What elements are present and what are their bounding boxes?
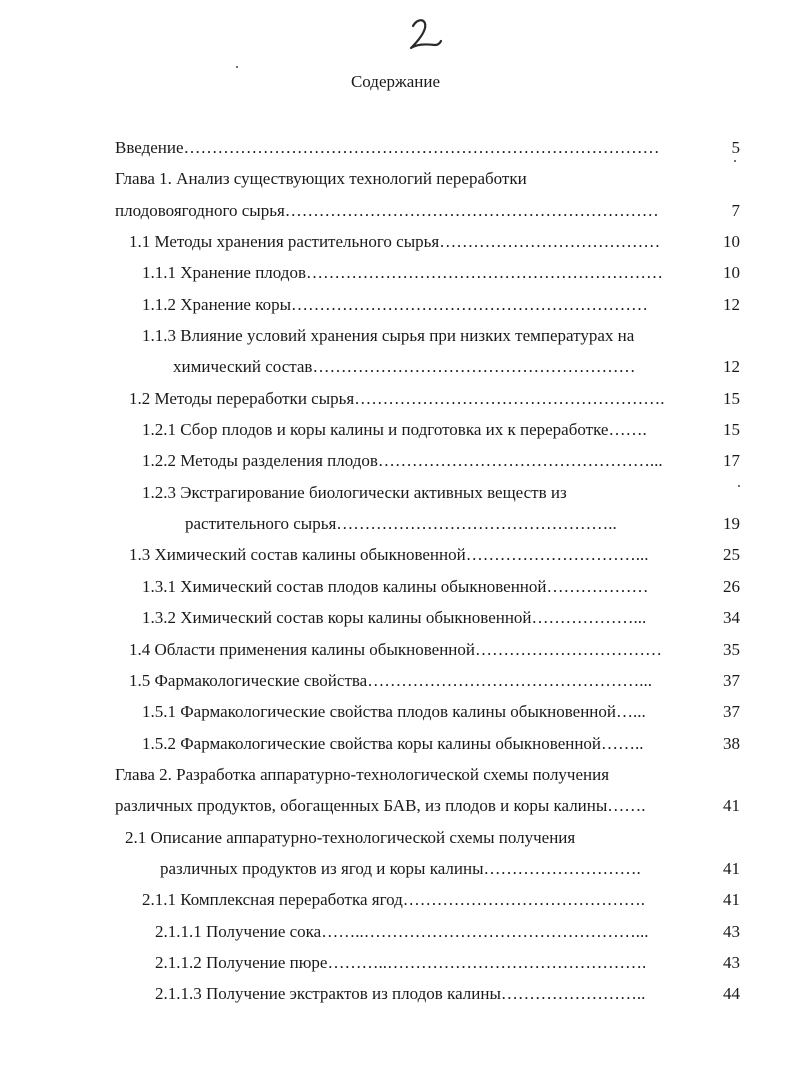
toc-row xyxy=(115,822,740,853)
toc-entry-text: Глава 1. Анализ существующих технологий переработки xyxy=(115,169,527,189)
toc-page-number: 41 xyxy=(723,858,740,878)
scan-speck xyxy=(236,66,238,68)
toc-row xyxy=(115,195,740,226)
toc-entry-text: 1.5.2 Фармакологические свойства коры калины обыкновенной…….. xyxy=(142,733,644,753)
toc-page-number: 12 xyxy=(723,294,740,314)
toc-page-number: 38 xyxy=(723,733,740,753)
scan-speck xyxy=(734,160,736,162)
toc-row xyxy=(115,790,740,821)
toc-page-number: 44 xyxy=(723,984,740,1004)
toc-page-number: 41 xyxy=(723,890,740,910)
table-of-contents xyxy=(115,132,740,1010)
toc-row xyxy=(115,916,740,947)
handwritten-page-number xyxy=(405,14,445,54)
toc-entry-text: Введение………………………………………………………………………… xyxy=(115,138,660,157)
toc-row xyxy=(115,853,740,884)
toc-entry-text: 1.2.2 Методы разделения плодов…………………………………………... xyxy=(142,451,663,471)
toc-row xyxy=(115,383,740,414)
toc-row xyxy=(115,571,740,602)
toc-row xyxy=(115,539,740,570)
toc-entry-text: 2.1.1.3 Получение экстрактов из плодов калины…………………….. xyxy=(155,984,646,1004)
toc-entry-text: Глава 2. Разработка аппаратурно-технологической схемы получения xyxy=(115,764,610,784)
toc-entry-text: 1.5 Фармакологические свойства…………………………………………... xyxy=(129,670,652,690)
toc-row xyxy=(115,728,740,759)
scan-speck xyxy=(738,485,740,487)
toc-row xyxy=(115,445,740,476)
toc-entry-text: 1.4 Области применения калины обыкновенной…………………………… xyxy=(129,639,663,659)
toc-page-number: 10 xyxy=(723,232,740,252)
toc-entry-text: 2.1 Описание аппаратурно-технологической схемы получения xyxy=(125,827,576,847)
toc-row xyxy=(115,602,740,633)
toc-row xyxy=(115,759,740,790)
toc-page-number: 34 xyxy=(723,608,740,628)
toc-row xyxy=(115,414,740,445)
toc-entry-text: 1.2 Методы переработки сырья………………………………………………. xyxy=(129,388,665,408)
toc-entry-text: 1.1.2 Хранение коры……………………………………………………… xyxy=(142,294,649,314)
toc-row xyxy=(115,665,740,696)
toc-page-number: 37 xyxy=(723,702,740,722)
toc-page-number: 35 xyxy=(723,639,740,659)
toc-entry-text: 2.1.1.1 Получение сока……..…………………………………………... xyxy=(155,921,649,941)
toc-page-number: 17 xyxy=(723,451,740,471)
toc-row xyxy=(115,226,740,257)
toc-page-number: 43 xyxy=(723,921,740,941)
toc-row xyxy=(115,884,740,915)
toc-row xyxy=(115,508,740,539)
toc-entry-text: 1.2.1 Сбор плодов и коры калины и подготовка их к переработке……. xyxy=(142,420,647,440)
toc-entry-text: 1.1.3 Влияние условий хранения сырья при низких температурах на xyxy=(142,326,635,346)
toc-entry-text: 1.3.2 Химический состав коры калины обыкновенной………………... xyxy=(142,608,647,628)
toc-page-number: 37 xyxy=(723,670,740,690)
toc-page-number: 41 xyxy=(723,796,740,816)
toc-entry-text: 1.3.1 Химический состав плодов калины обыкновенной……………… xyxy=(142,576,649,596)
handwritten-number-glyph xyxy=(405,14,445,54)
toc-page-number: 43 xyxy=(723,952,740,972)
toc-row xyxy=(115,289,740,320)
toc-entry-text: 1.2.3 Экстрагирование биологически активных веществ из xyxy=(142,482,567,502)
toc-row xyxy=(115,634,740,665)
toc-row xyxy=(115,696,740,727)
toc-entry-text: различных продуктов из ягод и коры калины………………………. xyxy=(160,858,641,878)
toc-entry-text: растительного сырья………………………………………….. xyxy=(185,514,617,534)
toc-page-number: 12 xyxy=(723,357,740,377)
toc-entry-text: 1.1 Методы хранения растительного сырья………………………………… xyxy=(129,232,661,252)
toc-page-number: 19 xyxy=(723,514,740,534)
toc-entry-text: различных продуктов, обогащенных БАВ, из плодов и коры калины……. xyxy=(115,796,646,816)
toc-page-number: 10 xyxy=(723,263,740,283)
toc-page-number: 25 xyxy=(723,545,740,565)
page-title: Содержание xyxy=(350,72,441,91)
toc-row xyxy=(115,257,740,288)
toc-row xyxy=(115,477,740,508)
toc-page-number: 5 xyxy=(731,138,740,157)
toc-row xyxy=(115,978,740,1009)
toc-entry-text: 1.5.1 Фармакологические свойства плодов калины обыкновенной…... xyxy=(142,702,646,722)
toc-page-number: 26 xyxy=(723,576,740,596)
toc-entry-text: плодовоягодного сырья………………………………………………………… xyxy=(115,200,659,220)
toc-entry-text: 2.1.1 Комплексная переработка ягод……………………………………. xyxy=(142,890,646,910)
toc-page-number: 15 xyxy=(723,420,740,440)
toc-page-number: 7 xyxy=(731,200,740,220)
toc-page-number: 15 xyxy=(723,388,740,408)
toc-row xyxy=(115,351,740,382)
toc-entry-text: 1.1.1 Хранение плодов……………………………………………………… xyxy=(142,263,663,283)
toc-entry-text: химический состав………………………………………………… xyxy=(173,357,636,377)
toc-entry-text: 1.3 Химический состав калины обыкновенной…………………………... xyxy=(129,545,649,565)
toc-row xyxy=(115,132,740,163)
toc-row xyxy=(115,947,740,978)
toc-row xyxy=(115,163,740,194)
toc-row xyxy=(115,320,740,351)
toc-entry-text: 2.1.1.2 Получение пюре………..………………………………………. xyxy=(155,952,647,972)
